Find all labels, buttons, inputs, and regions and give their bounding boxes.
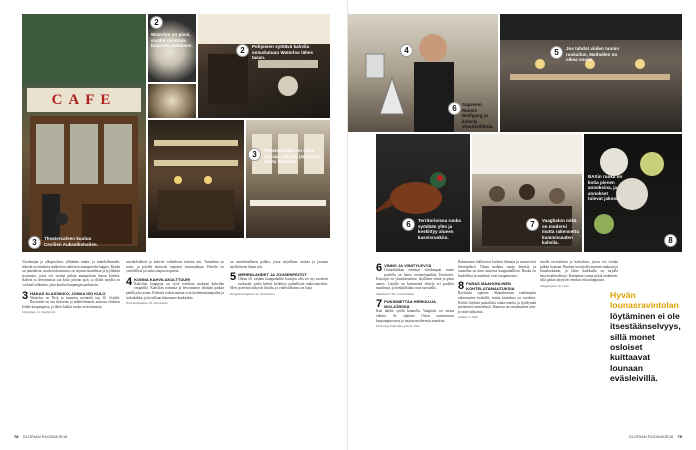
section-number: 8 — [458, 280, 465, 293]
photo-number-badge: 3 — [28, 236, 41, 249]
article-paragraph: tarvikeleikkeet ja kahviot vaihtelevat talveen asti. Tunnelma on rento, ja pöydät täyttyvät nopeasti lounasaikaan. Palvelu on ystävällistä ja ruoka saapuu nopeasti. — [126, 260, 224, 274]
photo-market-hall — [500, 14, 682, 132]
page-number: 79 — [677, 434, 682, 439]
photo-coffee-bar — [448, 100, 498, 130]
section-title: PARAS MAAHONLINEN KOHTELUTAMAUTUKSIA — [466, 281, 515, 292]
pull-quote — [610, 290, 684, 384]
article-paragraph: Ravintola sijaitsee Skandinavian vanhimpien rakennusten keskellä, mutta tunnelma on moderni. Keittiö käyttää paikallisia raaka-aineita ja hyödyntää perinteisiä menetelmiä. Baarissa on erinomainen olut- ja viinivalikoima. — [458, 291, 536, 314]
photo-plated-dish — [148, 14, 196, 82]
section-number: 4 — [126, 275, 133, 288]
photo-caption: Pohjoisen syötävä kahvila ostoskatuun Waterloo lähes tasan. — [252, 44, 313, 60]
photo-caption: Supremo Roasin Wolfgang ja kahvila Vinodistilleria. — [462, 102, 494, 129]
venue-address: Skippergata 10, Oslo — [540, 283, 569, 288]
interior-illustration — [198, 14, 330, 118]
photo-number-badge: 3 — [248, 148, 261, 161]
bar-illustration — [148, 120, 244, 238]
photo-restaurant-interior — [198, 14, 330, 118]
left-footer — [14, 434, 67, 439]
photo-number-badge: 8 — [664, 234, 677, 247]
left-article-columns — [22, 260, 332, 430]
photo-dining-room — [246, 120, 330, 238]
article-column — [376, 260, 454, 430]
venue-address: Markveien 58, Grünerløkka — [376, 291, 414, 296]
photo-number-badge: 5 — [550, 46, 563, 59]
section-number: 6 — [376, 262, 383, 274]
section-heading — [376, 299, 454, 309]
section-number: 3 — [22, 289, 29, 302]
article-paragraph: tasolla ravintoloita ja kahviloita, joissa voi viettää pitkän lounaan. Ruokaa on tarjolla moneen makuun ja hintaluokkaan, ja lähes kaikkialla on tarjolla kasvisvaihtoehtoja. Kannattaa varata pöytä etukäteen, sillä paikat täyttyvät etenkin viikonloppuisin. — [540, 260, 618, 283]
article-paragraph: Kun tahdot syödä kunnolla, Vaaghalo on varma valinta. Se sijaitsee Oslon uusimmassa kaupunginosassa ja tarjoaa moderneja annoksia. — [376, 309, 454, 323]
article-column — [22, 260, 120, 430]
footer-label: GLORIAN RUOKAKIRJA — [22, 434, 68, 439]
page-number: 78 — [14, 434, 19, 439]
article-paragraph: Kahvilan kauppoja on syvä tradition mukaan kahvilan ympärillä. Kahvilan toiminta ja leivonnaiset tehdään paikan päällä joka aamu. Keittiön erikoisuutena ovat kardemummapullat ja toskakakku, joita tullaan hakemaan kaukaakin. — [126, 281, 224, 300]
photo-number-badge: 2 — [236, 44, 249, 57]
market-hall-illustration — [500, 14, 682, 132]
footer-label: GLORIAN RUOKAKIRJA — [628, 434, 674, 439]
pull-quote-text: Hyvän lounasravintolan löytäminen ei ole itsestäänselvyys, sillä monet osloiset kuittaavat lounaan eväsleivillä. — [610, 290, 681, 384]
venue-address: Vulkan 5, Oslo — [458, 315, 478, 320]
venue-address: Storgatan 14, Stockholm — [22, 310, 56, 315]
photo-number-badge: 2 — [150, 16, 163, 29]
photo-food-closeup — [148, 84, 196, 118]
article-column — [126, 260, 224, 430]
article-paragraph: Waterloo on Nick ja tunnettu ravintola top 10 -listalla. Ravintola on sen historian ja arkkitehtuurin ansiosta ehdoton kohde kaupungissa, ja lähes kaikki ruoka on kotimaista. — [22, 295, 120, 309]
photo-caption: BAXin ruoka on kotia pienen annoksina, ja annokset tulevat jakoon. — [588, 174, 623, 201]
article-paragraph: Rakennusta hallitsevat korkeat ikkunat ja massiiviset betonipilarit. Tilaan mahtuu satoja ihmisiä, ja tunnelma on kuin suuressa kauppahallissa. Ruoka on huolellista ja annokset ovat tasapainoisia. — [458, 260, 536, 278]
right-page — [348, 0, 696, 450]
photo-caption: Theatercafeen on tullut tiimaan, pöydät järjestetty toista keskelle. — [264, 148, 321, 164]
article-paragraph: Vuodenajat ja ulkopuoliset, ylläänkin maku- ja mahdollisuudet, tekevät ravintolasta melkoisen näköisen aamupäivän kuppia. Ruoka on jumalaista, mutta kokonaisuus on täynnä tunnelmaa ja tyylikästä sisustusta, jossa voi viettää pitkän aamupäivän ilman kiirettä. Kahvia ja leivonnaisia saa koko päivän ajan, ja illalla tarjolla on cocktailvalikoima, joka kuuluu kaupungin parhaisiin. — [22, 260, 120, 287]
venue-address: Dronning Eufemias gate 8, Oslo — [376, 324, 420, 329]
photo-number-badge: 6 — [402, 218, 415, 231]
photo-number-badge: 6 — [448, 102, 461, 115]
photo-pheasant — [376, 134, 470, 252]
right-article-columns — [376, 260, 620, 430]
section-title: MERENLAHDET JA JOUSENPEITOT — [238, 272, 307, 278]
cafe-sign: CAFE — [51, 92, 117, 108]
section-number: 7 — [376, 298, 383, 311]
photo-cafe-storefront — [22, 14, 146, 252]
section-title: HAKAS KLASSIKKO, JONKA ISO KULO — [30, 290, 106, 296]
photo-caption: Jos tahdot viiden tunnin ruokailun, Mathallen on oikea osoite. — [566, 46, 620, 62]
venue-address: Norrlandsgatan 18, Stockholm — [126, 301, 168, 306]
photo-caption: Waterloo on pieni, sisältä ravintola kirjaston kokoinen. — [151, 32, 193, 48]
venue-address: Kungsholmsgatan 32, Stockholm — [230, 291, 275, 296]
dining-illustration — [246, 120, 330, 238]
article-column — [458, 260, 536, 430]
pull-quote-accent: Hyvän lounasravintolan — [610, 290, 679, 311]
photo-number-badge: 4 — [400, 44, 413, 57]
photo-caption: Vaaghalon mikä on moderni mutta rakennettu kummisuuden kahvila. — [542, 218, 580, 245]
section-title: VINHO JA VIINITYLEVYÄ — [384, 263, 432, 268]
section-number: 5 — [230, 271, 237, 284]
section-title: PUKSIMETTAA HERKKUJA MOLJÖRSSÄ — [384, 299, 436, 310]
section-title: KONNA KAHVILAKULTTUURI — [134, 276, 191, 282]
article-paragraph: Ohran eli vanhan kauppahallin kattojen alla on nyt moderni ruokasali, jonka keittiö keskittyy paikallisiin raaka-aineisiin. Meri ja metsät näkyvät listalla, ja viinivalikoima on laaja. — [230, 277, 328, 291]
cafe-storefront-illustration — [22, 14, 146, 252]
section-heading — [458, 281, 536, 291]
photo-caption: Theatercafeen kuuluu Cecilien Aukealkoholien. — [44, 236, 98, 247]
photo-bar-interior — [148, 120, 244, 238]
right-footer — [629, 434, 682, 439]
photo-restaurant-crowd — [472, 134, 582, 252]
photo-caption: Territorioissa ruoka syödään ylös ja keskittyy alueen kasvisruokiin. — [418, 218, 461, 240]
photo-small-plates — [584, 134, 682, 252]
article-paragraph: on tunnelmallinen paikka, jossa tarjoillaan ruokaa ja juomaa myöhäiseen iltaan asti. — [230, 260, 328, 269]
article-column — [540, 260, 618, 430]
photo-number-badge: 7 — [526, 218, 539, 231]
article-column — [230, 260, 328, 430]
article-paragraph: Grünerløkkan tekemat viinikaupan ruuan puolella on hieno ravintolapaikka Territoriet. Konsepti on yksinkertainen: lasillinen viiniä ja pieni annos. Listalla on kymmeniä viinejä eri puolilta maailmaa, ja henkilökunta osaa suositella. — [376, 268, 454, 291]
